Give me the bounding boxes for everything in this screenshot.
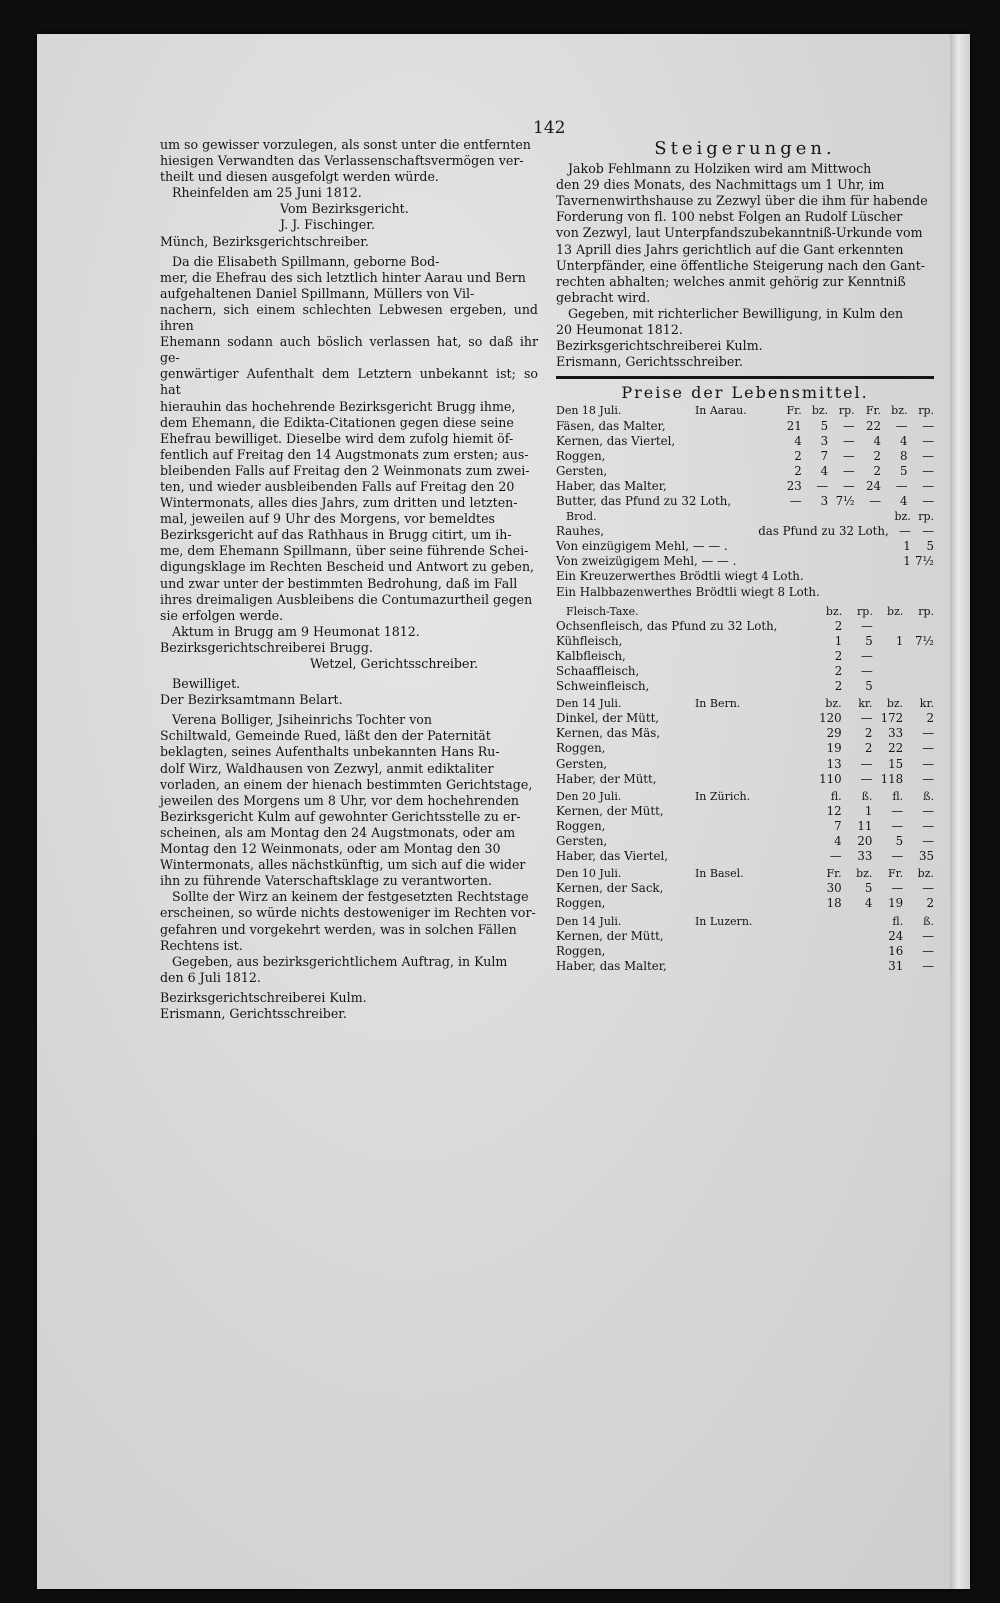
table-row [556,819,934,834]
price-value: 4 [794,433,802,448]
text-line: Verena Bolliger, Jsiheinrichs Tochter von [172,712,432,728]
place-date: Rheinfelden am 25 Juni 1812. [172,185,362,201]
section-divider [556,376,934,379]
price-value: — [861,618,873,633]
item-name: Kernen, der Mütt, [556,928,664,943]
text-line: dem Ehemann, die Edikta-Citationen gegen diese seine [160,414,514,430]
text-line: Schiltwald, Gemeinde Rued, läßt den der Paternität [160,728,491,744]
text-line: Gegeben, aus bezirksgerichtlichem Auftrag, in Kulm [172,953,508,969]
item-name: Kernen, das Viertel, [556,433,676,448]
col-header: bz. [811,404,829,418]
col-header: fl. [892,914,904,928]
col-header: ß. [923,789,934,803]
price-value: — [842,433,855,448]
table-row [556,929,934,944]
price-value: — [922,958,934,973]
price-value: — [842,418,855,433]
price-value: 172 [880,711,904,726]
signature-line: Vom Bezirksgericht. [280,201,409,217]
text-line: jeweilen des Morgens um 8 Uhr, vor dem hochehrenden [160,792,520,808]
price-table-brod [556,509,934,600]
price-value: 3 [820,433,829,448]
signature-line: Wetzel, Gerichtsschreiber. [310,656,479,671]
table-label: Brod. [566,510,597,524]
signature-line: Erismann, Gerichtsschreiber. [556,354,743,370]
price-value: 1 [834,633,843,648]
price-value: — [922,818,934,833]
col-header: kr. [858,697,873,711]
price-value: 5 [895,834,904,849]
price-value: 2 [864,726,873,741]
price-value: — [816,478,829,493]
price-value: 30 [826,881,842,896]
table-row [556,649,934,664]
signature-line: Bezirksgerichtschreiberei Kulm. [160,989,367,1005]
table-label: Fleisch-Taxe. [566,604,639,618]
price-value: — [891,849,904,864]
price-value: 4 [820,463,829,478]
official-line: Der Bezirksamtmann Belart. [160,692,343,708]
notice-auction [556,161,934,370]
text-line: aufgehaltenen Daniel Spillmann, Müllers von Vil- [160,285,475,301]
price-value: — [922,418,934,433]
price-value: 31 [888,958,904,973]
price-value: 4 [900,493,908,508]
table-date: Den 20 Juli. [556,789,622,803]
text-line: theilt und diesen ausgefolgt werden würde. [160,169,439,185]
text-line: um so gewisser vorzulegen, als sonst unter die entfernten [160,137,531,152]
col-header: Fr. [826,867,842,881]
price-value: 2 [834,679,843,694]
approval-line: Bewilliget. [172,676,241,692]
text-line: Unterpfänder, eine öffentliche Steigerung nach den Gant- [556,257,926,273]
price-value: 7 [834,818,842,833]
price-value: 110 [819,771,842,786]
table-row [556,449,934,464]
text-line: 20 Heumonat 1812. [556,322,683,338]
text-line: bleibenden Falls auf Freitag den 2 Weinmonats zum zwei- [160,462,530,478]
table-row [556,664,934,679]
price-table-zuerich [556,789,934,864]
table-place: In Basel. [694,867,744,881]
price-value: 7½ [835,493,855,508]
price-value: — [922,756,934,771]
price-value: 7 [820,448,829,463]
col-header: rp. [857,604,873,618]
text-line: Jakob Fehlmann zu Holziken wird am Mittwoch [568,161,872,177]
place-date: Aktum in Brugg am 9 Heumonat 1812. [172,623,420,639]
price-value: 24 [888,928,904,943]
price-value: 29 [826,726,842,741]
table-date: Den 14 Juli. [556,914,622,928]
price-value: 12 [826,803,842,818]
col-header: kr. [919,697,934,711]
price-value: 22 [888,741,904,756]
price-value: 2 [864,741,873,756]
item-name: Fäsen, das Malter, [556,418,666,433]
table-row [556,741,934,756]
price-value: — [861,648,873,663]
table-place: In Zürich. [694,789,751,803]
text-line: Montag den 12 Weinmonats, oder am Montag den 30 [160,841,501,857]
signature-line: J. J. Fischinger. [280,217,375,233]
price-value [903,649,934,664]
price-value: 4 [834,834,842,849]
item-name: Haber, das Malter, [556,958,667,973]
price-table-bern [556,696,934,787]
item-name: Roggen, [556,896,606,911]
left-column [160,137,538,1022]
item-name: Kernen, der Sack, [556,881,664,896]
item-name: Gersten, [556,463,608,478]
item-name: Haber, das Malter, [556,478,667,493]
text-line: hierauhin das hochehrende Bezirksgericht Brugg ihme, [160,398,516,414]
signature-line: Münch, Bezirksgerichtschreiber. [160,233,369,249]
text-line: Da die Elisabeth Spillmann, geborne Bod- [172,253,440,269]
table-row [556,679,934,694]
price-table-basel [556,866,934,911]
page-spine-edge [950,34,970,1589]
price-value: — [842,463,855,478]
text-line: erscheinen, so würde nichts destoweniger im Rechten vor- [160,905,536,921]
text-line: Bezirksgericht auf das Rathhaus in Brugg citirt, um ih- [160,527,512,543]
price-value: 33 [888,726,904,741]
table-row [556,772,934,787]
table-place: In Bern. [694,697,741,711]
text-line: dolf Wirz, Waldhausen von Zezwyl, anmit ediktaliter [160,760,494,776]
table-date: Den 14 Juli. [556,697,622,711]
price-value: 2 [873,463,882,478]
text-line: hiesigen Verwandten das Verlassenschaftsvermögen ver- [160,153,524,169]
price-value: — [789,493,802,508]
item-name: Roggen, [556,818,606,833]
price-value: 33 [857,849,873,864]
item-name: Roggen, [556,741,606,756]
price-value: 4 [864,896,873,911]
table-row [556,726,934,741]
price-value: 2 [794,463,802,478]
table-row [556,834,934,849]
notice-bolliger [160,712,538,1022]
table-place: In Aarau. [694,404,747,418]
price-value: — [861,664,873,678]
table-row [556,881,934,896]
price-table-aarau [556,403,934,509]
table-row [556,419,934,434]
text-line: Tavernenwirthshause zu Zezwyl über die ihm für habende [556,193,928,209]
text-line: mal, jeweilen auf 9 Uhr des Morgens, vor bemeldtes [160,511,496,527]
right-column [556,137,934,974]
col-header: bz. [891,404,908,418]
price-value: — [922,493,934,508]
price-value: — [922,463,934,478]
price-value [873,649,904,664]
text-line: Ein Halbbazenwerthes Brödtli wiegt 8 Loth. [556,584,820,599]
price-value [873,664,904,679]
price-value: 2 [926,896,934,911]
price-value: 2 [926,711,934,726]
text-line: Wintermonats, alles dies Jahrs, zum dritten und letzten- [160,495,518,511]
price-value: 2 [834,618,843,633]
price-value: 5 [865,633,873,648]
text-line: me, dem Ehemann Spillmann, über seine führende Schei- [160,543,529,559]
text-line: Wintermonats, alles nächstkünftig, um sich auf die wider [160,857,526,873]
price-value: 5 [864,881,873,896]
item-name: Kühfleisch, [556,633,623,648]
text-line: gefahren und vorgekehrt werden, was in solchen Fällen [160,921,517,937]
price-value: 20 [857,834,873,849]
price-value: — [922,433,934,448]
price-value: — [842,478,855,493]
price-value: 22 [866,418,882,433]
table-row [556,849,934,864]
price-value: — [842,448,855,463]
notice-rheinfelden [160,137,538,250]
price-value [903,679,934,694]
text-line: den 6 Juli 1812. [160,969,261,985]
price-value: 24 [866,478,882,493]
text-line: Gegeben, mit richterlicher Bewilligung, in Kulm den [568,305,904,321]
price-value: 2 [834,664,843,678]
price-value: 1 [864,803,873,818]
price-value: 4 [900,433,908,448]
col-header: ß. [923,914,934,928]
table-row: Von zweizügigem Mehl, — — . 1 7½ [556,554,934,569]
price-value: — [869,493,882,508]
col-header: bz. [825,697,842,711]
col-header: Fr. [888,867,904,881]
col-header: Fr. [786,404,802,418]
text-line: rechten abhalten; welches anmit gehörig zur Kenntniß [556,273,906,289]
item-name: Gersten, [556,834,608,849]
item-name: Ochsenfleisch, das Pfund zu 32 Loth, [556,618,778,633]
price-value: 19 [888,896,904,911]
col-header: bz. [825,604,843,618]
table-row [556,757,934,772]
price-value: 13 [826,756,842,771]
text-line: Ein Kreuzerwerthes Brödtli wiegt 4 Loth. [556,569,804,584]
price-value: — [922,726,934,741]
text-line: von Zezwyl, laut Unterpfandszubekanntniß-Urkunde vom [556,225,923,241]
price-table-luzern [556,914,934,974]
text-line: mer, die Ehefrau des sich letztlich hinter Aarau und Bern [160,269,526,285]
price-value: — [922,928,934,943]
item-name: Gersten, [556,756,608,771]
price-value: 5 [900,463,908,478]
text-line: beklagten, seines Aufenthalts unbekannten Hans Ru- [160,744,500,760]
col-header: rp. [918,404,934,418]
col-header: bz. [894,510,911,524]
price-value: 2 [794,448,802,463]
table-row [556,434,934,449]
price-value: — [829,849,842,864]
signature-line: Bezirksgerichtschreiberei Kulm. [556,338,763,354]
col-header: ß. [861,789,873,803]
price-value: 7½ [915,633,934,648]
price-value: 15 [888,756,904,771]
price-value: 2 [873,448,882,463]
col-header: Fr. [865,404,882,418]
item-name: Roggen, [556,943,606,958]
text-line: genwärtiger Aufenthalt dem Letztern unbekannt ist; so hat [160,366,538,398]
price-value [903,619,934,634]
text-line: ihn zu führende Vaterschaftsklage zu verantworten. [160,873,492,889]
price-table-fleisch [556,604,934,695]
col-header: rp. [838,404,855,418]
price-value: 35 [918,849,934,864]
price-value: — [922,448,934,463]
table-date: Den 18 Juli. [556,404,622,418]
table-row: Rauhes, das Pfund zu 32 Loth, — — [556,524,934,539]
text-line: Bezirksgericht Kulm auf gewohnter Gerichtsstelle zu er- [160,808,521,824]
table-place: In Luzern. [694,914,753,928]
price-value: 120 [819,711,842,726]
col-header: bz. [856,867,873,881]
text-line: vorladen, an einem der hienach bestimmten Gerichtstage, [160,776,533,792]
item-name: Haber, der Mütt, [556,771,657,786]
text-line: ihres dreimaligen Ausbleibens die Contumazurtheil gegen [160,591,533,607]
text-line: ten, und wieder ausbleibenden Falls auf Freitag den 20 [160,478,515,494]
price-value [903,664,934,679]
item-name: Butter, das Pfund zu 32 Loth, [556,493,732,508]
item-name: Roggen, [556,448,606,463]
table-row [556,896,934,911]
price-value: 11 [857,818,873,833]
col-header: fl. [830,789,842,803]
price-value: 1 [895,633,904,648]
price-value: 5 [820,418,829,433]
item-name: Schaaffleisch, [556,664,640,678]
price-value: 18 [826,896,842,911]
text-line: 13 Aprill dies Jahrs gerichtlich auf die Gant erkennten [556,241,904,257]
item-name: Kernen, der Mütt, [556,803,664,818]
section-heading-prices: Preise der Lebensmittel. [621,383,869,403]
table-row [556,711,934,726]
price-value: 19 [826,741,842,756]
price-value: 8 [900,448,908,463]
col-header: rp. [918,604,934,618]
text-line: den 29 dies Monats, des Nachmittags um 1 Uhr, im [556,177,885,193]
table-date: Den 10 Juli. [556,867,622,881]
price-value: — [895,418,908,433]
price-value: 118 [880,771,904,786]
signature-line: Bezirksgerichtschreiberei Brugg. [160,639,373,655]
price-value: 23 [786,478,802,493]
text-line: Forderung von fl. 100 nebst Folgen an Rudolf Lüscher [556,209,903,225]
table-row [556,619,934,634]
page-number: 142 [533,118,566,138]
text-line: fentlich auf Freitag den 14 Augstmonats zum ersten; aus- [160,446,529,462]
text-line: und zwar unter der bestimmten Bedrohung, daß im Fall [160,575,518,591]
table-row [556,494,934,509]
price-value: — [922,881,934,896]
table-row [556,944,934,959]
table-row [556,479,934,494]
price-value: — [922,834,934,849]
price-value: 5 [865,679,873,694]
text-line: Ehefrau bewilliget. Dieselbe wird dem zufolg hiemit öf- [160,430,514,446]
item-name: Haber, das Viertel, [556,849,669,864]
price-value: — [922,741,934,756]
col-header: bz. [917,867,934,881]
table-row [556,464,934,479]
text-line: digungsklage im Rechten Bescheid und Antwort zu geben, [160,559,535,575]
price-value: 2 [834,648,843,663]
notice-spillmann [160,254,538,709]
text-line: sie erfolgen werde. [160,607,284,623]
price-value: 4 [873,433,882,448]
price-value [873,679,904,694]
price-value: 3 [820,493,829,508]
table-row: Von einzügigem Mehl, — — . 1 5 [556,539,934,554]
item-name: Dinkel, der Mütt, [556,711,660,726]
price-value: — [895,478,908,493]
col-header: fl. [892,789,904,803]
price-value: — [860,711,873,726]
price-value: — [922,803,934,818]
col-header: bz. [887,604,904,618]
section-heading-steigerungen: Steigerungen. [654,138,836,159]
price-value: — [891,803,904,818]
price-value: 16 [888,943,904,958]
signature-line: Erismann, Gerichtsschreiber. [160,1005,347,1021]
price-value: — [922,943,934,958]
price-value: — [891,818,904,833]
price-value: — [860,756,873,771]
item-name: Schweinfleisch, [556,679,650,694]
table-row [556,804,934,819]
item-name: Kernen, das Mäs, [556,726,661,741]
col-header: rp. [918,510,934,524]
col-header: bz. [886,697,904,711]
price-value: — [922,771,934,786]
price-value: — [922,478,934,493]
price-value [873,619,904,634]
price-value: — [860,771,873,786]
price-value: — [891,881,904,896]
text-line: Ehemann sodann auch böslich verlassen hat, so daß ihr ge- [160,334,538,366]
table-row [556,634,934,649]
text-line: scheinen, als am Montag den 24 Augstmonats, oder am [160,824,516,840]
item-name: Kalbfleisch, [556,648,626,663]
text-line: Sollte der Wirz an keinem der festgesetzten Rechtstage [172,889,529,905]
text-line: gebracht wird. [556,289,651,305]
text-line: Rechtens ist. [160,937,243,953]
price-value: 21 [786,418,802,433]
table-row [556,959,934,974]
text-line: nachern, sich einem schlechten Lebwesen ergeben, und ihren [160,301,538,334]
